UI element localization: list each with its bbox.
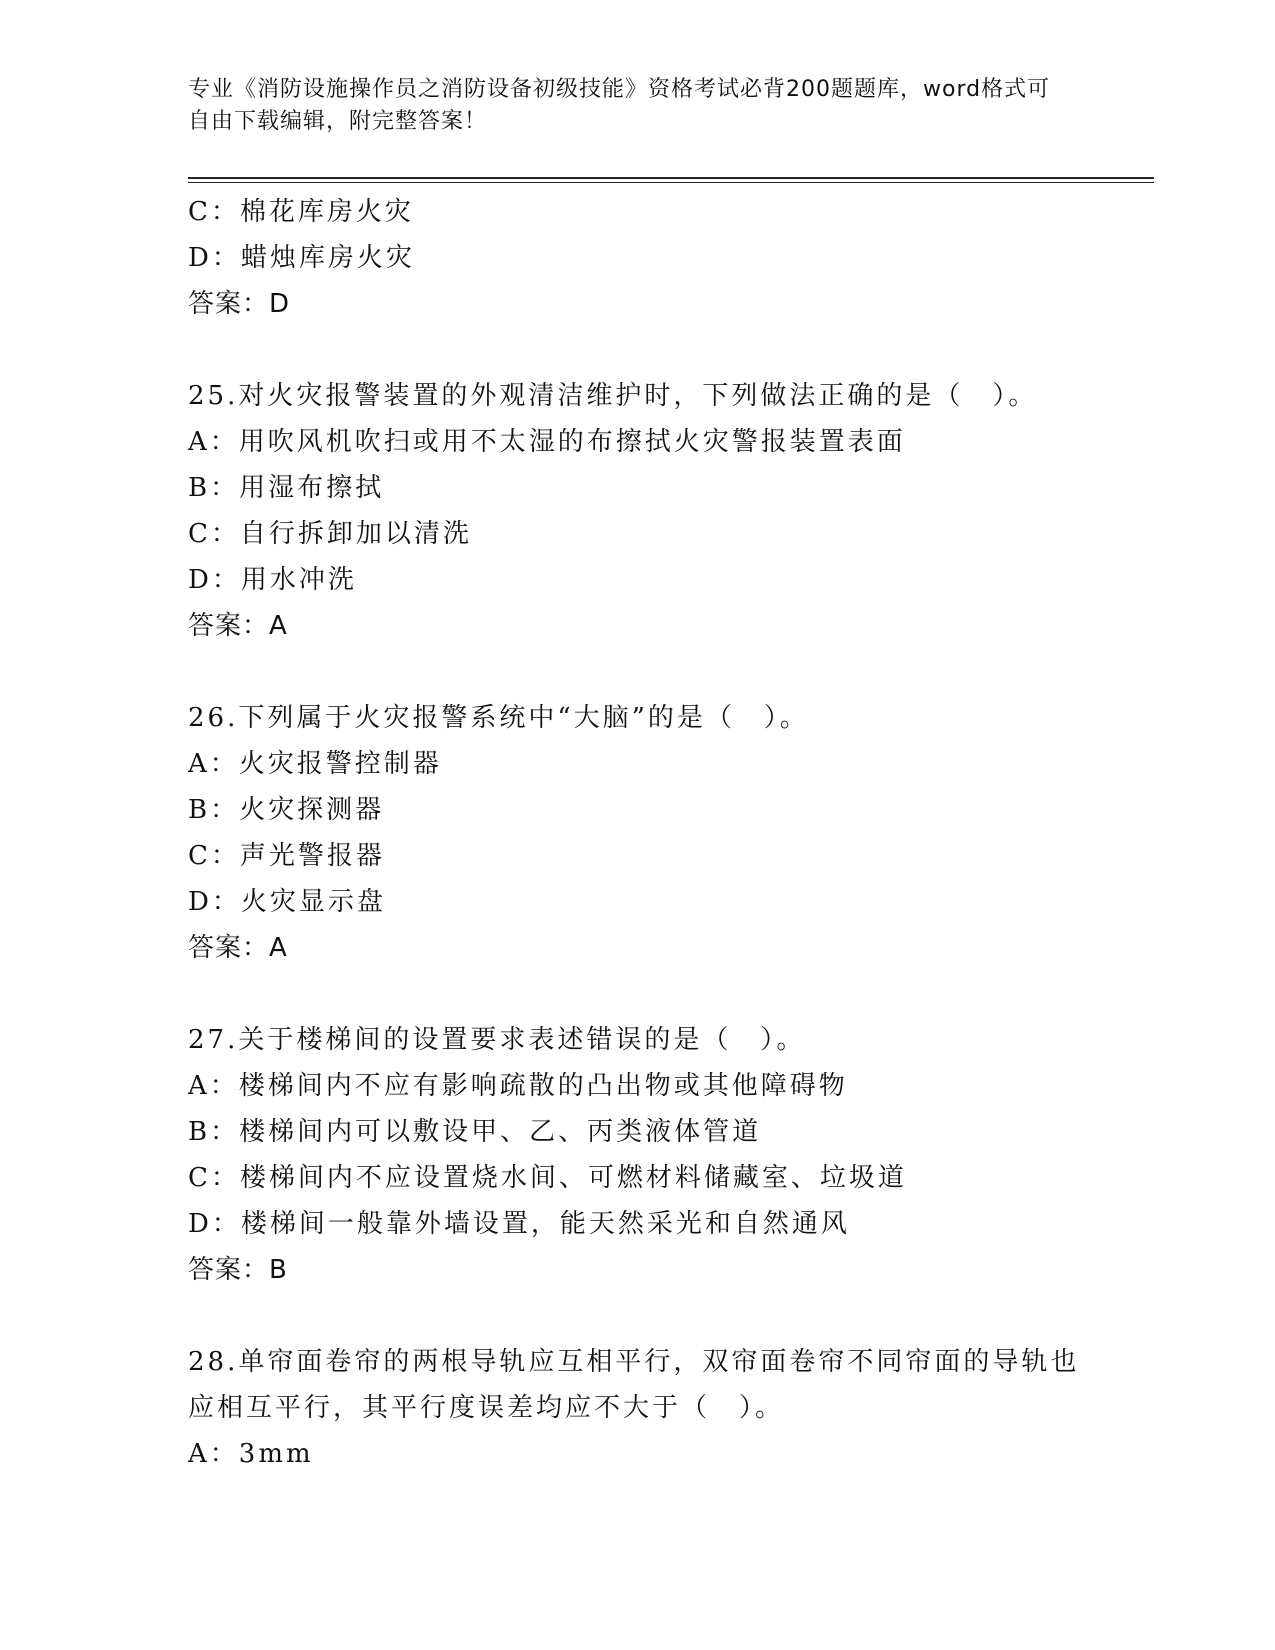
option-a: A：楼梯间内不应有影响疏散的凸出物或其他障碍物 bbox=[188, 1071, 848, 1101]
question-25 bbox=[188, 373, 1148, 649]
question-27 bbox=[188, 1017, 1148, 1293]
question-28 bbox=[188, 1339, 1148, 1477]
answer-line: 答案：D bbox=[188, 289, 291, 319]
question-stem-line-1: 28.单帘面卷帘的两根导轨应互相平行，双帘面卷帘不同帘面的导轨也 bbox=[188, 1347, 1080, 1377]
document-header: 专业《消防设施操作员之消防设备初级技能》资格考试必背200题题库，word格式可自由下载编辑，附完整答案！ bbox=[188, 77, 1051, 134]
option-b: B：火灾探测器 bbox=[188, 795, 385, 825]
option-d: D：火灾显示盘 bbox=[188, 887, 386, 917]
question-26 bbox=[188, 695, 1148, 971]
option-c: C：棉花库房火灾 bbox=[188, 197, 414, 227]
header-rule-thin bbox=[188, 182, 1154, 183]
option-a: A：火灾报警控制器 bbox=[188, 749, 442, 779]
answer-line: 答案：B bbox=[188, 1255, 288, 1285]
option-c: C：楼梯间内不应设置烧水间、可燃材料储藏室、垃圾道 bbox=[188, 1163, 907, 1193]
option-c: C：自行拆卸加以清洗 bbox=[188, 519, 472, 549]
question-stem: 25.对火灾报警装置的外观清洁维护时，下列做法正确的是（ ）。 bbox=[188, 381, 1038, 411]
question-stem: 26.下列属于火灾报警系统中“大脑”的是（ ）。 bbox=[188, 703, 809, 733]
option-c: C：声光警报器 bbox=[188, 841, 385, 871]
answer-line: 答案：A bbox=[188, 933, 288, 963]
question-fragment bbox=[188, 189, 1148, 327]
option-d: D：蜡烛库房火灾 bbox=[188, 243, 415, 273]
option-b: B：用湿布擦拭 bbox=[188, 473, 385, 503]
question-stem: 27.关于楼梯间的设置要求表述错误的是（ ）。 bbox=[188, 1025, 806, 1055]
answer-line: 答案：A bbox=[188, 611, 288, 641]
option-b: B：楼梯间内可以敷设甲、乙、丙类液体管道 bbox=[188, 1117, 762, 1147]
question-stem-line-2: 应相互平行，其平行度误差均应不大于（ ）。 bbox=[188, 1393, 785, 1423]
option-a: A：3mm bbox=[188, 1439, 314, 1469]
header-rule-thick bbox=[188, 177, 1154, 179]
option-a: A：用吹风机吹扫或用不太湿的布擦拭火灾警报装置表面 bbox=[188, 427, 906, 457]
question-list bbox=[188, 189, 1148, 1477]
option-d: D：用水冲洗 bbox=[188, 565, 357, 595]
option-d: D：楼梯间一般靠外墙设置，能天然采光和自然通风 bbox=[188, 1209, 850, 1239]
